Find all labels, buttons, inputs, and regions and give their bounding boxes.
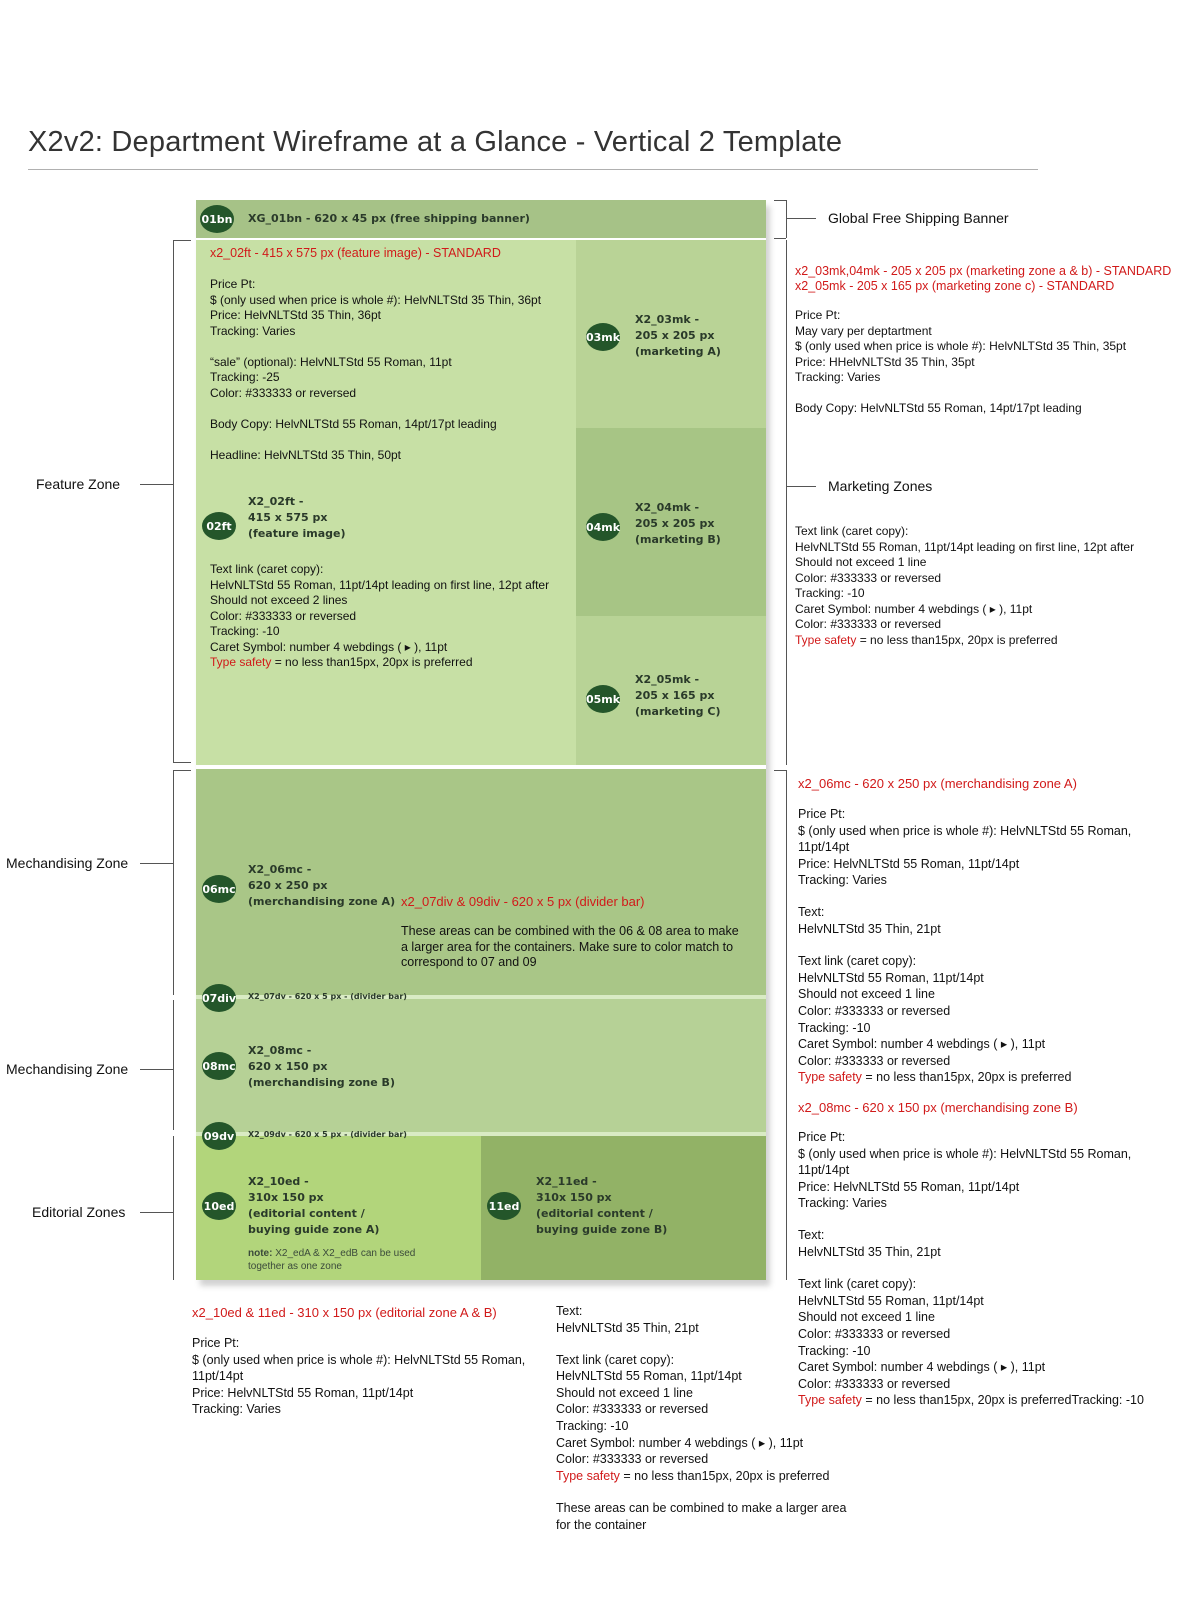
spec-line: [210, 339, 541, 355]
spec-line: HelvNLTStd 35 Thin, 21pt: [556, 1320, 699, 1335]
free-shipping-banner-zone: [196, 200, 766, 238]
bottom-text-spec: [556, 1303, 846, 1533]
feature-bracket-bottom: [173, 762, 191, 763]
zone-label: X2_03mk - 205 x 205 px (marketing A): [635, 313, 721, 358]
editorial-a-zone: [196, 1136, 481, 1280]
type-safety-text: = no less than15px, 20px is preferred: [271, 655, 473, 669]
merch-connector-1: [140, 863, 173, 864]
spec-line: HelvNLTStd 55 Roman, 11pt/14pt: [798, 1293, 984, 1308]
zone-label: X2_09dv - 620 x 5 px - (divider bar): [248, 1130, 407, 1139]
marketing-bracket: [786, 240, 787, 765]
spec-line: Caret Symbol: number 4 webdings ( ▸ ), 11pt: [556, 1435, 804, 1450]
note-label: note:: [248, 1248, 273, 1259]
spec-line: Body Copy: HelvNLTStd 55 Roman, 14pt/17pt leading: [210, 416, 497, 431]
merchandising-b-zone: [196, 999, 766, 1132]
feature-bracket: [173, 240, 174, 762]
spec-line: Tracking: Varies: [210, 323, 296, 338]
marketing-spec-heading-1: x2_03mk,04mk - 205 x 205 px (marketing zone a & b) - STANDARD: [795, 264, 1172, 278]
spec-line: Should not exceed 1 line: [798, 987, 935, 1002]
editorial-note: [248, 1247, 415, 1273]
spec-line: Tracking: -10: [210, 624, 280, 638]
marketing-spec-heading-2: x2_05mk - 205 x 165 px (marketing zone c) - STANDARD: [795, 279, 1115, 293]
spec-line: HelvNLTStd 55 Roman, 11pt/14pt: [798, 970, 984, 985]
spec-line: “sale” (optional): HelvNLTStd 55 Roman, 11pt: [210, 354, 452, 369]
merch-a-spec: [798, 806, 1131, 1086]
spec-line: [210, 432, 541, 448]
spec-line: Price Pt:: [798, 807, 846, 821]
marketing-link-lines: [795, 524, 1134, 633]
editorial-bracket: [173, 1136, 174, 1280]
type-safety-line: [210, 655, 549, 671]
note-text: X2_edA & X2_edB can be used together as one zone: [248, 1248, 416, 1272]
type-safety-text: = no less than15px, 20px is preferred: [856, 632, 1058, 647]
spec-line: [556, 1336, 846, 1352]
merch-b-spec-lines: [798, 1129, 1144, 1392]
spec-line: HelvNLTStd 35 Thin, 21pt: [798, 922, 941, 937]
merch-b-spec-heading: x2_08mc - 620 x 150 px (merchandising zone B): [798, 1100, 1078, 1115]
spec-line: Text:: [556, 1304, 583, 1318]
spec-line: Text:: [798, 905, 825, 920]
feature-bracket-top: [173, 240, 191, 241]
marketing-zones-label: Marketing Zones: [828, 478, 933, 494]
merch-connector-2: [140, 1069, 173, 1070]
zone-label: XG_01bn - 620 x 45 px (free shipping banner): [248, 212, 530, 225]
marketing-link-spec: [795, 524, 1134, 648]
feature-zone-label: Feature Zone: [36, 476, 121, 492]
spec-line: [798, 938, 1131, 954]
global-banner-label: Global Free Shipping Banner: [828, 210, 1009, 226]
spec-line: Color: #333333 or reversed: [556, 1452, 709, 1467]
spec-line: Color: #333333 or reversed: [798, 1053, 951, 1068]
spec-line: Should not exceed 1 line: [795, 555, 927, 569]
spec-line: May vary per deptartment: [795, 323, 932, 338]
spec-line: Color: #333333 or reversed: [210, 608, 357, 623]
spec-line: Should not exceed 1 line: [556, 1385, 693, 1400]
spec-line: $ (only used when price is whole #): HelvNLTStd 35 Thin, 36pt: [210, 292, 542, 307]
spec-line: Tracking: -10: [798, 1343, 871, 1358]
spec-line: [210, 401, 541, 417]
divider-spec-heading: x2_07div & 09div - 620 x 5 px (divider bar): [401, 894, 645, 909]
zone-badge: 07div: [202, 984, 236, 1012]
spec-line: Text link (caret copy):: [556, 1352, 675, 1367]
spec-line: Text link (caret copy):: [798, 1277, 917, 1292]
spec-line: HelvNLTStd 35 Thin, 21pt: [798, 1245, 941, 1260]
marketing-c-zone: [576, 616, 766, 765]
spec-line: Text link (caret copy):: [795, 524, 909, 538]
spec-line: Body Copy: HelvNLTStd 55 Roman, 14pt/17pt leading: [795, 401, 1082, 415]
spec-line: for the container: [556, 1517, 647, 1532]
editorial-spec-lines: [192, 1335, 525, 1418]
merch-zone-label-2: Mechandising Zone: [6, 1061, 129, 1077]
merch-right-bracket-top: [774, 770, 786, 771]
zone-badge: 05mk: [586, 685, 620, 713]
spec-line: Should not exceed 1 line: [798, 1310, 935, 1325]
type-safety-text: = no less than15px, 20px is preferred: [861, 1070, 1072, 1085]
merch-a-spec-heading: x2_06mc - 620 x 250 px (merchandising zone A): [798, 776, 1077, 791]
type-safety-label: Type safety: [798, 1070, 862, 1085]
type-safety-text: = no less than15px, 20px is preferredTracking: -10: [861, 1393, 1144, 1408]
spec-line: Tracking: -25: [210, 370, 280, 384]
spec-line: Price Pt:: [192, 1336, 240, 1350]
spec-line: Tracking: -10: [556, 1419, 629, 1434]
spec-line: $ (only used when price is whole #): HelvNLTStd 55 Roman,: [192, 1352, 526, 1367]
spec-line: These areas can be combined to make a larger area: [556, 1500, 847, 1515]
feature-connector: [140, 484, 173, 485]
spec-line: Price Pt:: [210, 277, 256, 291]
spec-line: [795, 386, 1126, 402]
zone-badge: 06mc: [202, 875, 236, 903]
spec-line: Headline: HelvNLTStd 35 Thin, 50pt: [210, 447, 401, 462]
editorial-connector: [140, 1212, 173, 1213]
spec-line: Color: #333333 or reversed: [795, 570, 942, 585]
spec-line: Price: HelvNLTStd 55 Roman, 11pt/14pt: [798, 1179, 1020, 1194]
spec-line: Color: #333333 or reversed: [210, 385, 357, 400]
spec-line: Price: HelvNLTStd 55 Roman, 11pt/14pt: [192, 1385, 414, 1400]
spec-line: Caret Symbol: number 4 webdings ( ▸ ), 11pt: [795, 601, 1033, 616]
spec-line: Price Pt:: [798, 1130, 846, 1144]
spec-line: Tracking: Varies: [192, 1402, 281, 1417]
type-safety-label: Type safety: [556, 1468, 620, 1483]
merch-a-spec-lines: [798, 806, 1131, 1069]
zone-label: X2_08mc - 620 x 150 px (merchandising zone B): [248, 1044, 395, 1089]
divider-spec-text: These areas can be combined with the 06 & 08 area to make a larger area for the containers. Make sure to color match to correspond to 07 and 09: [401, 924, 739, 969]
spec-line: [798, 1261, 1144, 1277]
banner-bracket-top: [774, 200, 786, 201]
spec-line: $ (only used when price is whole #): HelvNLTStd 35 Thin, 35pt: [795, 339, 1127, 353]
merch-right-bracket: [786, 770, 787, 1280]
type-safety-label: Type safety: [210, 655, 272, 669]
merch-bracket-2: [173, 1000, 174, 1130]
spec-line: Should not exceed 2 lines: [210, 593, 348, 607]
editorial-zones-label: Editorial Zones: [32, 1204, 126, 1220]
zone-label: X2_06mc - 620 x 250 px (merchandising zone A): [248, 863, 396, 908]
spec-line: Price Pt:: [795, 308, 841, 322]
merch-bracket-1-top: [173, 770, 191, 771]
spec-line: $ (only used when price is whole #): HelvNLTStd 55 Roman,: [798, 823, 1132, 838]
spec-line: 11pt/14pt: [192, 1369, 244, 1384]
bottom-closing-lines: [556, 1500, 846, 1533]
type-safety-label: Type safety: [798, 1393, 862, 1408]
spec-line: Color: #333333 or reversed: [798, 1003, 951, 1018]
spec-line: [798, 889, 1131, 905]
spec-line: $ (only used when price is whole #): HelvNLTStd 55 Roman,: [798, 1146, 1132, 1161]
zone-label: X2_11ed - 310x 150 px (editorial content / buying guide zone B): [536, 1175, 668, 1236]
feature-image-zone: [196, 240, 576, 765]
merch-bracket-1: [173, 770, 174, 995]
zone-badge: 09dv: [202, 1122, 236, 1150]
zone-badge: 03mk: [586, 323, 620, 351]
spec-line: 11pt/14pt: [798, 1163, 850, 1178]
spec-line: Color: #333333 or reversed: [798, 1326, 951, 1341]
spec-line: HelvNLTStd 55 Roman, 11pt/14pt leading on first line, 12pt after: [795, 539, 1135, 554]
spec-line: Tracking: Varies: [798, 1196, 887, 1211]
banner-connector: [786, 218, 816, 219]
spec-line: Text link (caret copy):: [210, 562, 324, 576]
zone-badge: 10ed: [202, 1192, 236, 1220]
spec-line: HelvNLTStd 55 Roman, 11pt/14pt leading on first line, 12pt after: [210, 577, 550, 592]
feature-spec-bottom: [210, 562, 549, 671]
spec-line: Price: HHelvNLTStd 35 Thin, 35pt: [795, 354, 975, 369]
marketing-connector: [786, 486, 816, 487]
title-divider: [28, 169, 1038, 170]
bottom-text-lines: [556, 1303, 846, 1468]
type-safety-label: Type safety: [795, 632, 857, 647]
zone-badge: 11ed: [487, 1192, 521, 1220]
zone-label: X2_05mk - 205 x 165 px (marketing C): [635, 673, 721, 718]
spec-line: Text link (caret copy):: [798, 954, 917, 969]
feature-spec-heading: x2_02ft - 415 x 575 px (feature image) - STANDARD: [210, 246, 501, 260]
spec-line: Color: #333333 or reversed: [795, 617, 942, 631]
spec-line: Caret Symbol: number 4 webdings ( ▸ ), 11pt: [798, 1037, 1046, 1052]
spec-line: Text:: [798, 1228, 825, 1243]
zone-label: X2_07dv - 620 x 5 px - (divider bar): [248, 992, 407, 1001]
page-title: X2v2: Department Wireframe at a Glance - Vertical 2 Template: [28, 126, 843, 158]
spec-line: Tracking: -10: [798, 1020, 871, 1035]
feature-spec-top: [210, 277, 541, 463]
banner-bracket: [786, 200, 787, 238]
spec-line: Caret Symbol: number 4 webdings ( ▸ ), 11pt: [798, 1360, 1046, 1375]
editorial-spec-heading: x2_10ed & 11ed - 310 x 150 px (editorial zone A & B): [192, 1305, 497, 1320]
type-safety-line: [798, 1392, 1144, 1409]
zone-badge: 04mk: [586, 513, 620, 541]
zone-badge: 02ft: [202, 512, 236, 540]
type-safety-line: [798, 1069, 1131, 1086]
merchandising-a-zone: [196, 769, 766, 995]
type-safety-text: = no less than15px, 20px is preferred: [619, 1468, 830, 1483]
zone-label: X2_04mk - 205 x 205 px (marketing B): [635, 501, 721, 546]
zone-label: X2_10ed - 310x 150 px (editorial content / buying guide zone A): [248, 1175, 380, 1236]
type-safety-line: [556, 1468, 846, 1485]
spec-line: Color: #333333 or reversed: [556, 1402, 709, 1417]
spec-line: 11pt/14pt: [798, 840, 850, 855]
merch-b-spec: [798, 1129, 1144, 1409]
zone-badge: 08mc: [202, 1052, 236, 1080]
spec-line: Tracking: -10: [795, 586, 865, 600]
spec-line: Caret Symbol: number 4 webdings ( ▸ ), 11pt: [210, 639, 448, 654]
spec-line: HelvNLTStd 55 Roman, 11pt/14pt: [556, 1369, 742, 1384]
zone-label: X2_02ft - 415 x 575 px (feature image): [248, 495, 346, 540]
marketing-spec-lines: [795, 308, 1126, 417]
marketing-b-zone: [576, 428, 766, 616]
zone-badge: 01bn: [200, 205, 234, 233]
spec-line: [798, 1212, 1144, 1228]
spacer: [556, 1484, 846, 1500]
marketing-a-zone: [576, 240, 766, 428]
editorial-b-zone: [481, 1136, 766, 1280]
merch-zone-label-1: Mechandising Zone: [6, 855, 129, 871]
type-safety-line: [795, 633, 1134, 649]
spec-line: Price: HelvNLTStd 55 Roman, 11pt/14pt: [798, 856, 1020, 871]
spec-line: Price: HelvNLTStd 35 Thin, 36pt: [210, 308, 381, 322]
spec-line: Tracking: Varies: [795, 370, 881, 384]
feature-spec-link-lines: [210, 562, 549, 655]
spec-line: Tracking: Varies: [798, 873, 887, 888]
banner-bracket-bottom: [774, 238, 786, 239]
wireframe: [196, 200, 766, 1280]
spec-line: Color: #333333 or reversed: [798, 1376, 951, 1391]
